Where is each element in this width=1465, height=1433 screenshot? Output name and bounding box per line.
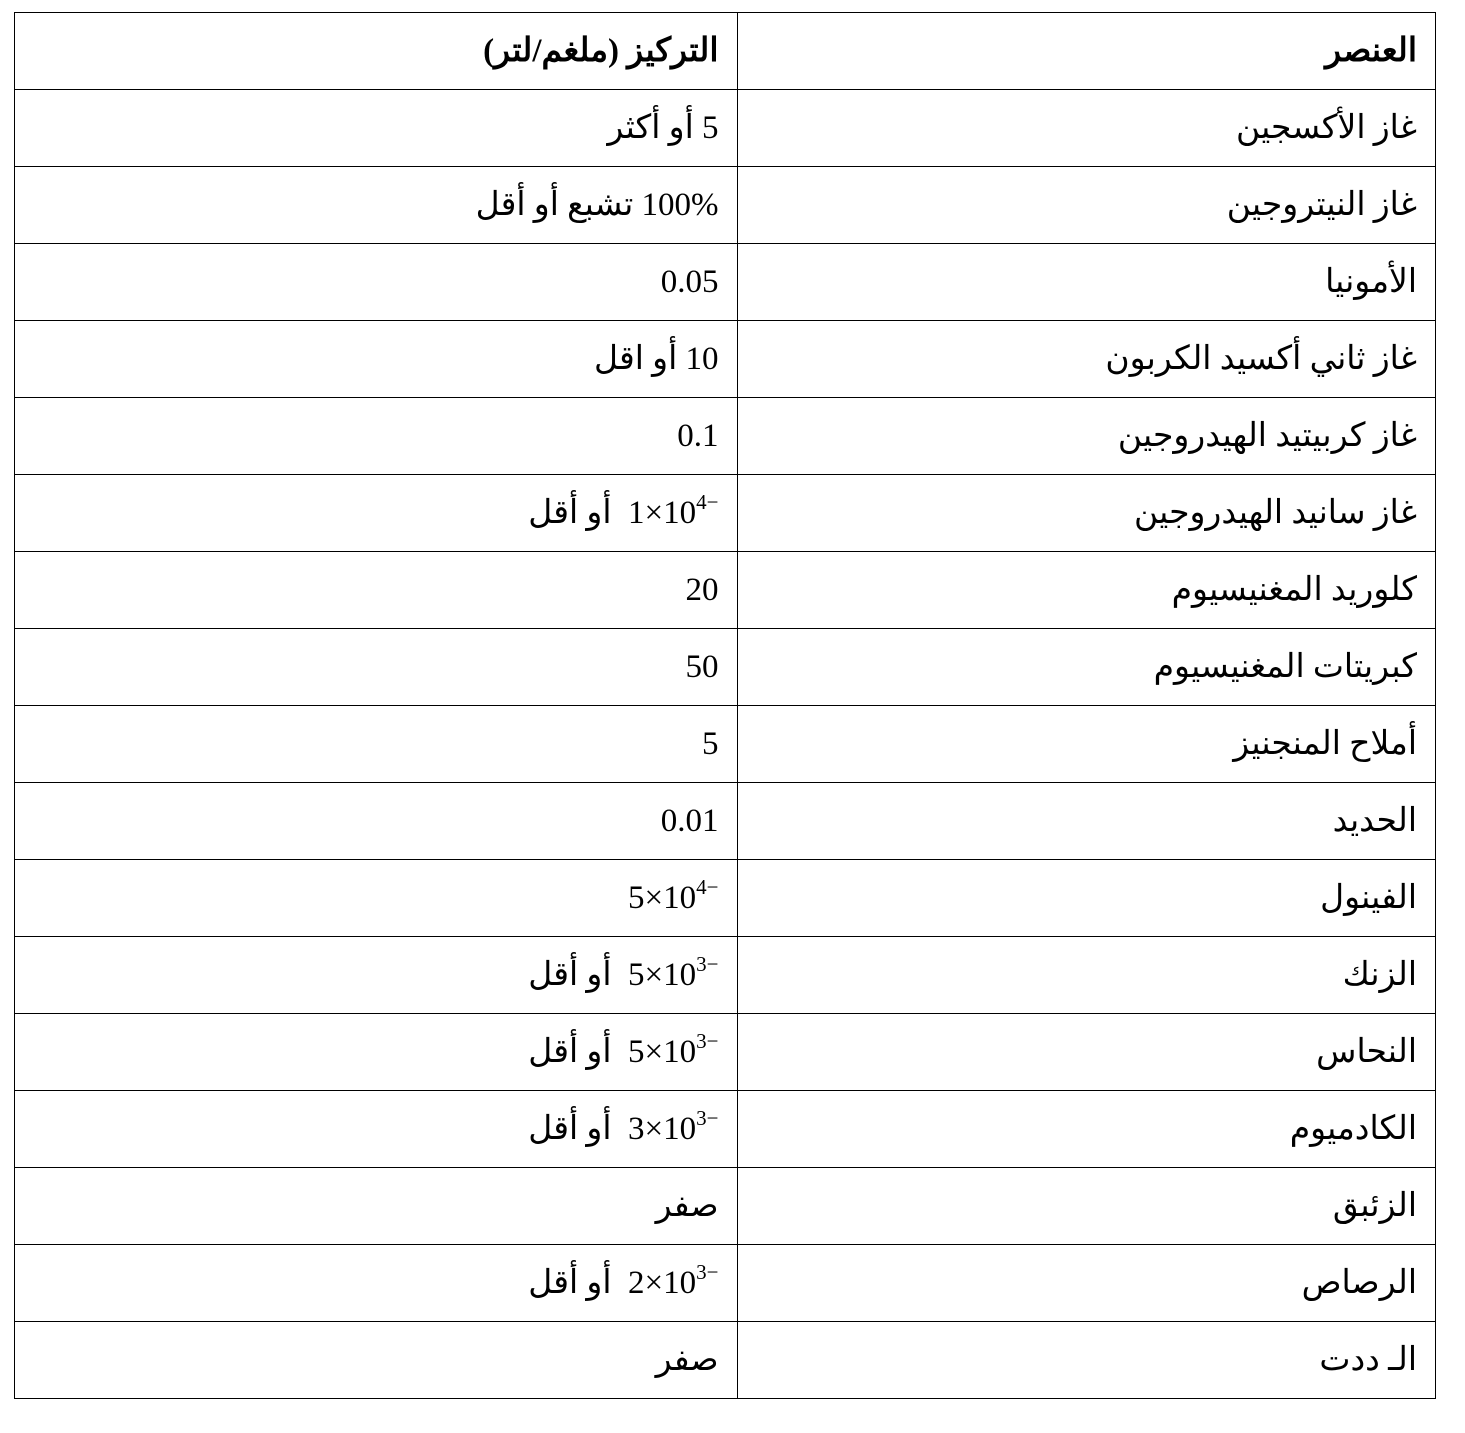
- value-mantissa: 5×10: [628, 956, 697, 993]
- value-mantissa: 3×10: [628, 1110, 697, 1147]
- table-row: [15, 706, 1436, 783]
- concentration-table: [14, 12, 1436, 1399]
- value-exponent: 3−: [696, 1028, 719, 1053]
- concentration-cell: صفر: [15, 1168, 738, 1245]
- scientific-value: [528, 1028, 719, 1070]
- element-cell: غاز سانيد الهيدروجين: [737, 475, 1435, 552]
- header-element: العنصر: [737, 13, 1435, 90]
- element-cell: أملاح المنجنيز: [737, 706, 1435, 783]
- table-row: [15, 1091, 1436, 1168]
- table-row: [15, 167, 1436, 244]
- table-row: [15, 244, 1436, 321]
- table-row: [15, 860, 1436, 937]
- value-suffix: أو أقل: [528, 1033, 612, 1070]
- value-number: [628, 874, 719, 916]
- concentration-cell: 5 أو أكثر: [15, 90, 738, 167]
- element-cell: غاز النيتروجين: [737, 167, 1435, 244]
- value-exponent: 4−: [696, 489, 719, 514]
- concentration-cell: 0.01: [15, 783, 738, 860]
- table-row: [15, 629, 1436, 706]
- element-cell: الرصاص: [737, 1245, 1435, 1322]
- concentration-cell: [15, 1014, 738, 1091]
- concentration-cell: 0.1: [15, 398, 738, 475]
- element-cell: غاز ثاني أكسيد الكربون: [737, 321, 1435, 398]
- table-row: [15, 1014, 1436, 1091]
- value-mantissa: 5×10: [628, 879, 697, 916]
- element-cell: الحديد: [737, 783, 1435, 860]
- element-cell: الزئبق: [737, 1168, 1435, 1245]
- table-row: [15, 783, 1436, 860]
- table-row: [15, 90, 1436, 167]
- concentration-cell: 100% تشبع أو أقل: [15, 167, 738, 244]
- concentration-cell: صفر: [15, 1322, 738, 1399]
- table-row: [15, 1245, 1436, 1322]
- value-exponent: 3−: [696, 1105, 719, 1130]
- value-exponent: 3−: [696, 951, 719, 976]
- table-row: [15, 1322, 1436, 1399]
- concentration-cell: 50: [15, 629, 738, 706]
- element-cell: كلوريد المغنيسيوم: [737, 552, 1435, 629]
- table-row: [15, 398, 1436, 475]
- concentration-cell: [15, 860, 738, 937]
- value-number: [628, 1259, 719, 1301]
- concentration-cell: 0.05: [15, 244, 738, 321]
- value-exponent: 4−: [696, 874, 719, 899]
- concentration-cell: 20: [15, 552, 738, 629]
- value-suffix: أو أقل: [528, 1264, 612, 1301]
- value-mantissa: 1×10: [628, 494, 697, 531]
- table-row: [15, 937, 1436, 1014]
- element-cell: غاز الأكسجين: [737, 90, 1435, 167]
- table-row: [15, 321, 1436, 398]
- element-cell: الزنك: [737, 937, 1435, 1014]
- value-exponent: 3−: [696, 1259, 719, 1284]
- element-cell: النحاس: [737, 1014, 1435, 1091]
- scientific-value: [628, 874, 719, 916]
- value-number: [628, 1105, 719, 1147]
- table-body: [15, 13, 1436, 1399]
- value-mantissa: 5×10: [628, 1033, 697, 1070]
- value-mantissa: 2×10: [628, 1264, 697, 1301]
- value-number: [628, 951, 719, 993]
- scientific-value: [528, 1105, 719, 1147]
- value-suffix: أو أقل: [528, 1110, 612, 1147]
- concentration-cell: [15, 1091, 738, 1168]
- value-suffix: أو أقل: [528, 956, 612, 993]
- scientific-value: [528, 1259, 719, 1301]
- element-cell: الـ ددت: [737, 1322, 1435, 1399]
- concentration-cell: [15, 1245, 738, 1322]
- concentration-cell: [15, 475, 738, 552]
- element-cell: الأمونيا: [737, 244, 1435, 321]
- header-concentration: التركيز (ملغم/لتر): [15, 13, 738, 90]
- table-row: [15, 475, 1436, 552]
- scientific-value: [528, 489, 719, 531]
- element-cell: كبريتات المغنيسيوم: [737, 629, 1435, 706]
- concentration-cell: 5: [15, 706, 738, 783]
- element-cell: غاز كربيتيد الهيدروجين: [737, 398, 1435, 475]
- table-row: [15, 1168, 1436, 1245]
- header-row: [15, 13, 1436, 90]
- concentration-cell: 10 أو اقل: [15, 321, 738, 398]
- element-cell: الفينول: [737, 860, 1435, 937]
- value-number: [628, 489, 719, 531]
- element-cell: الكادميوم: [737, 1091, 1435, 1168]
- concentration-cell: [15, 937, 738, 1014]
- value-suffix: أو أقل: [528, 494, 612, 531]
- value-number: [628, 1028, 719, 1070]
- table-row: [15, 552, 1436, 629]
- scientific-value: [528, 951, 719, 993]
